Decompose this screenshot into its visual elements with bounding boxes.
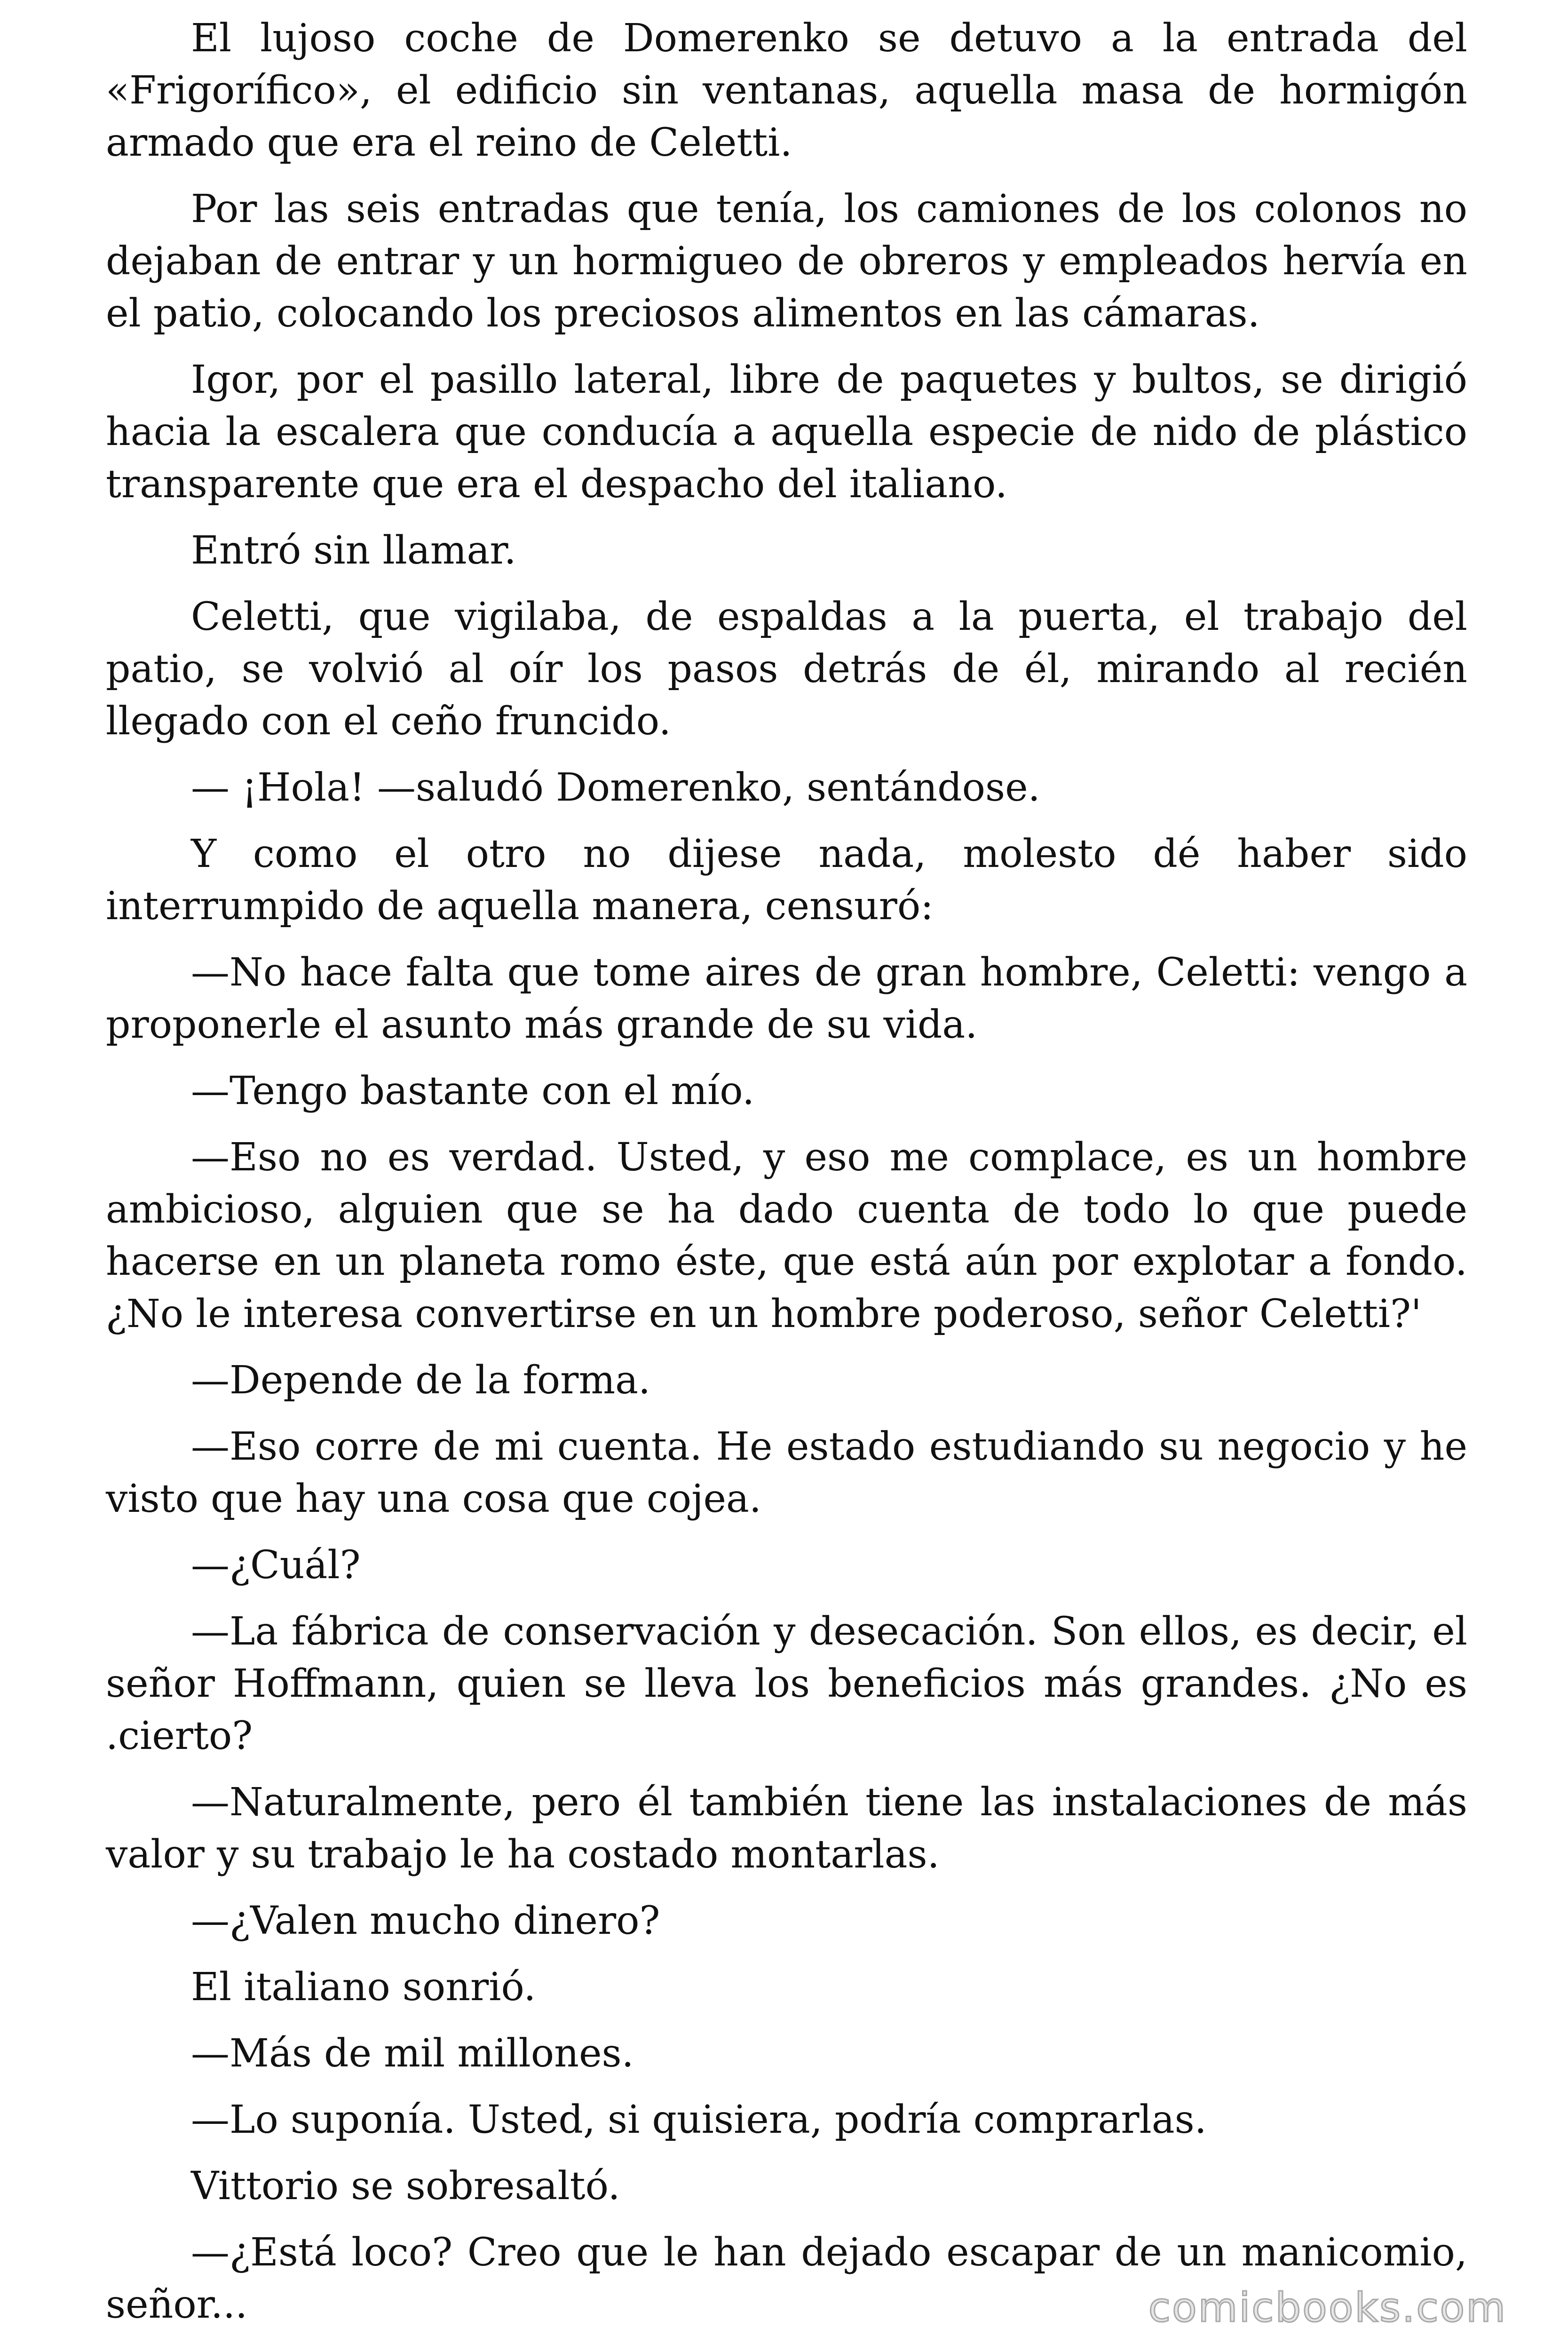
paragraph: El lujoso coche de Domerenko se detuvo a la entrada del «Frigorífico», el edificio sin ventanas, aquella masa de hormigón armado que era el reino de Celetti. — [106, 16, 1467, 165]
watermark: comicbooks.com — [1148, 2284, 1507, 2331]
paragraph: Entró sin llamar. — [191, 528, 516, 573]
body-text — [106, 12, 1467, 2345]
paragraph: —Depende de la forma. — [191, 1358, 651, 1403]
paragraph: —Naturalmente, pero él también tiene las instalaciones de más valor y su trabajo le ha costado montarlas. — [106, 1780, 1467, 1877]
paragraph: —No hace falta que tome aires de gran hombre, Celetti: vengo a proponerle el asunto más grande de su vida. — [106, 950, 1467, 1047]
paragraph: Vittorio se sobresaltó. — [191, 2164, 620, 2209]
paragraph: —¿Está loco? Creo que le han dejado escapar de un manicomio, señor... — [106, 2230, 1467, 2327]
paragraph: —¿Valen mucho dinero? — [191, 1899, 660, 1943]
paragraph: Igor, por el pasillo lateral, libre de paquetes y bultos, se dirigió hacia la escalera que conducía a aquella especie de nido de plástico transparente que era el despacho del italiano. — [106, 358, 1467, 507]
paragraph: Por las seis entradas que tenía, los camiones de los colonos no dejaban de entrar y un hormigueo de obreros y empleados hervía en el patio, colocando los preciosos alimentos en las cámaras. — [106, 187, 1467, 336]
paragraph: —Tengo bastante con el mío. — [191, 1069, 755, 1113]
paragraph: —Eso no es verdad. Usted, y eso me complace, es un hombre ambicioso, alguien que se ha dado cuenta de todo lo que puede hacerse en un planeta romo éste, que está aún por explotar a fondo. ¿No le interesa convertirse en un hombre poderoso, señor Celetti?' — [106, 1135, 1467, 1336]
paragraph: Y como el otro no dijese nada, molesto dé haber sido interrumpido de aquella manera, censuró: — [106, 832, 1467, 929]
paragraph: —La fábrica de conservación y desecación. Son ellos, es decir, el señor Hoffmann, quien se lleva los beneficios más grandes. ¿No es .cierto? — [106, 1609, 1467, 1758]
paragraph: — ¡Hola! —saludó Domerenko, sentándose. — [191, 765, 1040, 810]
paragraph: —¿Cuál? — [191, 1543, 361, 1588]
paragraph: Celetti, que vigilaba, de espaldas a la puerta, el trabajo del patio, se volvió al oír los pasos detrás de él, mirando al recién llegado con el ceño fruncido. — [106, 595, 1467, 744]
paragraph: El italiano sonrió. — [191, 1965, 536, 2010]
paragraph: —Eso corre de mi cuenta. He estado estudiando su negocio y he visto que hay una cosa que cojea. — [106, 1424, 1467, 1521]
paragraph: —Lo suponía. Usted, si quisiera, podría comprarlas. — [191, 2098, 1207, 2142]
paragraph: —Más de mil millones. — [191, 2031, 634, 2076]
